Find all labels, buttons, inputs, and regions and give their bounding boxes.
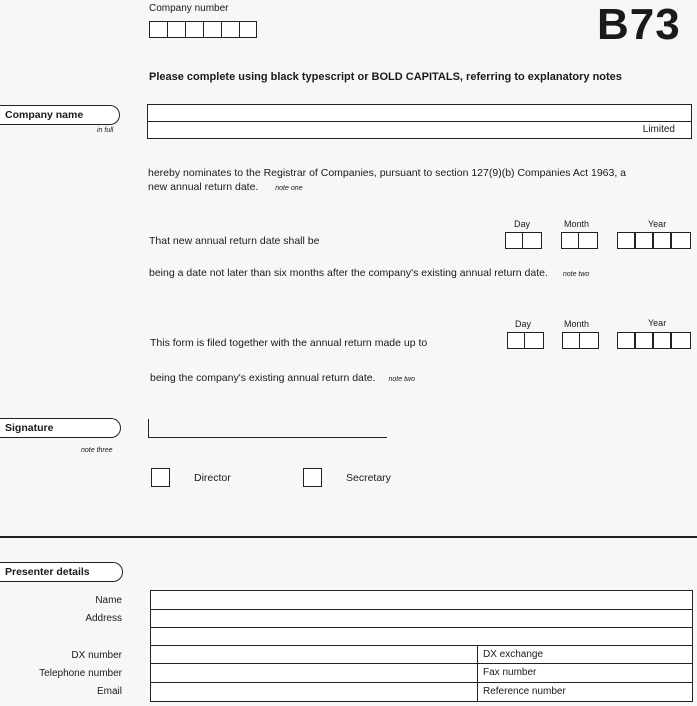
presenter-telephone-input[interactable] [151,663,477,682]
presenter-details-tab: Presenter details [0,562,123,582]
filed-date-day-label: Day [515,319,532,329]
in-full-note: in full [97,127,114,134]
presenter-dx-exchange-input[interactable] [478,645,692,663]
nomination-text-line1: hereby nominates to the Registrar of Companies, pursuant to section 127(9)(b) Companies Act 1963, a [148,167,627,179]
filed-date-note: note two [388,376,415,383]
new-date-day-label: Day [514,219,531,229]
company-number-input[interactable] [149,21,257,39]
new-date-month-input[interactable] [561,232,598,250]
company-name-tab: Company name [0,105,120,125]
address-label: Address [85,613,122,624]
new-date-year-input[interactable] [617,232,691,250]
filed-date-month-label: Month [564,319,590,329]
instructions-text: Please complete using black typescript or BOLD CAPITALS, referring to explanatory notes [149,71,622,83]
name-label: Name [95,595,122,606]
new-date-month-label: Month [564,219,590,229]
company-number-label: Company number [149,3,229,14]
limited-suffix: Limited [642,124,675,135]
filed-date-constraint: being the company's existing annual return date. note two [150,372,415,384]
signature-tab: Signature [0,418,121,438]
secretary-checkbox[interactable] [303,468,322,487]
signature-field[interactable] [148,419,387,438]
nomination-text-line2: new annual return date. note one [148,181,303,193]
filed-date-label: This form is filed together with the annual return made up to [150,337,428,349]
new-date-label: That new annual return date shall be [149,235,320,247]
new-date-note: note two [562,271,590,278]
presenter-name-input[interactable] [151,591,692,609]
reference-number-label: Reference number [483,686,566,697]
dx-exchange-label: DX exchange [483,649,544,660]
presenter-address-input[interactable] [151,609,692,645]
telephone-label: Telephone number [39,668,122,679]
form-code: B73 [597,0,681,49]
presenter-details-grid [150,590,693,702]
new-date-year-label: Year [648,219,667,229]
section-divider [0,536,697,538]
dx-number-label: DX number [71,650,122,661]
presenter-dx-number-input[interactable] [151,645,477,663]
signature-note: note three [81,447,113,454]
new-date-day-input[interactable] [505,232,542,250]
filed-date-year-input[interactable] [617,332,691,350]
email-label: Email [96,686,122,697]
filed-date-year-label: Year [648,318,667,328]
secretary-label: Secretary [346,472,391,484]
note-one: note one [275,185,303,192]
filed-date-month-input[interactable] [562,332,599,350]
filed-date-day-input[interactable] [507,332,544,350]
new-date-constraint: being a date not later than six months after the company's existing annual return date. note two [149,267,590,279]
company-name-input-line2[interactable] [147,121,692,139]
presenter-email-input[interactable] [151,682,477,701]
company-name-input[interactable] [147,104,692,122]
presenter-fax-input[interactable] [478,663,692,682]
presenter-reference-input[interactable] [478,682,692,701]
fax-number-label: Fax number [483,667,537,678]
director-label: Director [194,472,231,484]
director-checkbox[interactable] [151,468,170,487]
